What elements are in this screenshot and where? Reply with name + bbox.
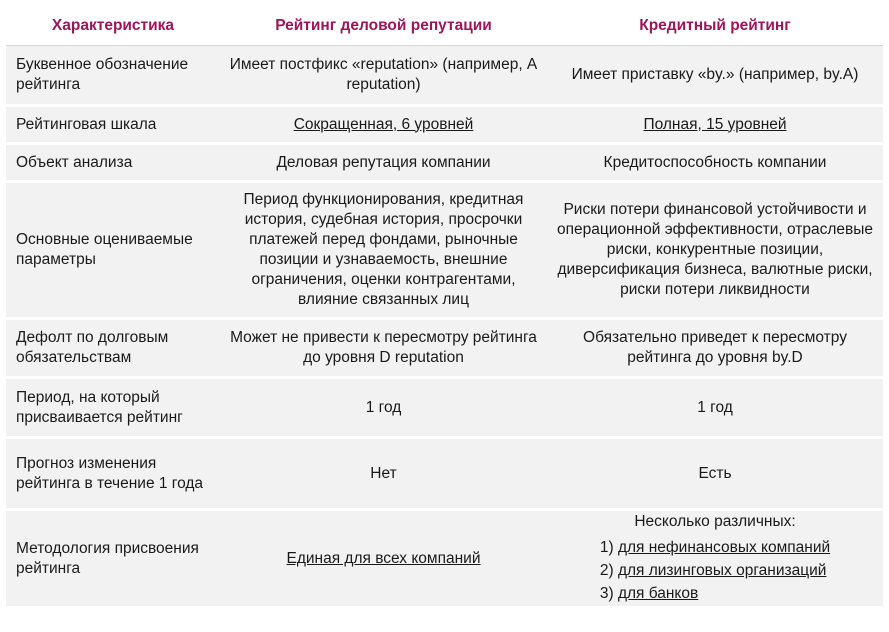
header-row [6, 6, 883, 46]
methodology-list [600, 512, 830, 605]
credit-scale-link[interactable]: Полная, 15 уровней [643, 115, 787, 133]
credit-cell: Кредитоспособность компании [547, 145, 883, 183]
non-financial-methodology-link[interactable]: для нефинансовых компаний [617, 539, 831, 556]
row-label: Прогноз изменения рейтинга в течение 1 года [6, 439, 220, 511]
table-row [6, 511, 883, 609]
table-row [6, 379, 883, 439]
credit-cell: Обязательно приведет к пересмотру рейтинга до уровня by.D [547, 320, 883, 379]
list-item-number: 1) [599, 539, 614, 556]
table-row [6, 107, 883, 145]
unified-methodology-link[interactable]: Единая для всех компаний [286, 549, 481, 567]
comparison-table [6, 6, 883, 609]
list-item [600, 582, 830, 605]
credit-cell [547, 511, 883, 609]
header-reputation-rating: Рейтинг деловой репутации [220, 6, 547, 46]
leasing-methodology-link[interactable]: для лизинговых организаций [617, 562, 827, 579]
table-row [6, 183, 883, 320]
row-label: Основные оцениваемые параметры [6, 183, 220, 320]
row-label: Рейтинговая шкала [6, 107, 220, 145]
credit-cell: 1 год [547, 379, 883, 439]
header-characteristic: Характеристика [6, 6, 220, 46]
reputation-cell: Нет [220, 439, 547, 511]
row-label: Объект анализа [6, 145, 220, 183]
row-label: Дефолт по долговым обязательствам [6, 320, 220, 379]
banks-methodology-link[interactable]: для банков [617, 585, 699, 602]
row-label: Методология присвоения рейтинга [6, 511, 220, 609]
credit-cell: Имеет приставку «by.» (например, by.A) [547, 46, 883, 107]
reputation-scale-link[interactable]: Сокращенная, 6 уровней [293, 115, 474, 133]
list-item [600, 559, 830, 582]
reputation-cell: Имеет постфикс «reputation» (например, A reputation) [220, 46, 547, 107]
list-item-number: 2) [599, 562, 614, 579]
table-row [6, 439, 883, 511]
reputation-cell [220, 511, 547, 609]
credit-cell: Риски потери финансовой устойчивости и операционной эффективности, отраслевые риски, конкурентные позиции, диверсификация бизнеса, валютные риски, риски потери ликвидности [547, 183, 883, 320]
credit-cell [547, 107, 883, 145]
table-row [6, 46, 883, 107]
methodology-list-heading: Несколько различных: [634, 513, 796, 530]
row-label: Период, на который присваивается рейтинг [6, 379, 220, 439]
reputation-cell [220, 107, 547, 145]
reputation-cell: Период функционирования, кредитная история, судебная история, просрочки платежей перед фондами, рыночные позиции и узнаваемость, внешние ограничения, оценки контрагентами, влияние связанных лиц [220, 183, 547, 320]
credit-cell: Есть [547, 439, 883, 511]
reputation-cell: Может не привести к пересмотру рейтинга до уровня D reputation [220, 320, 547, 379]
table-row [6, 320, 883, 379]
reputation-cell: Деловая репутация компании [220, 145, 547, 183]
header-credit-rating: Кредитный рейтинг [547, 6, 883, 46]
row-label: Буквенное обозначение рейтинга [6, 46, 220, 107]
list-item [600, 536, 830, 559]
list-item-number: 3) [599, 585, 614, 602]
table-row [6, 145, 883, 183]
reputation-cell: 1 год [220, 379, 547, 439]
